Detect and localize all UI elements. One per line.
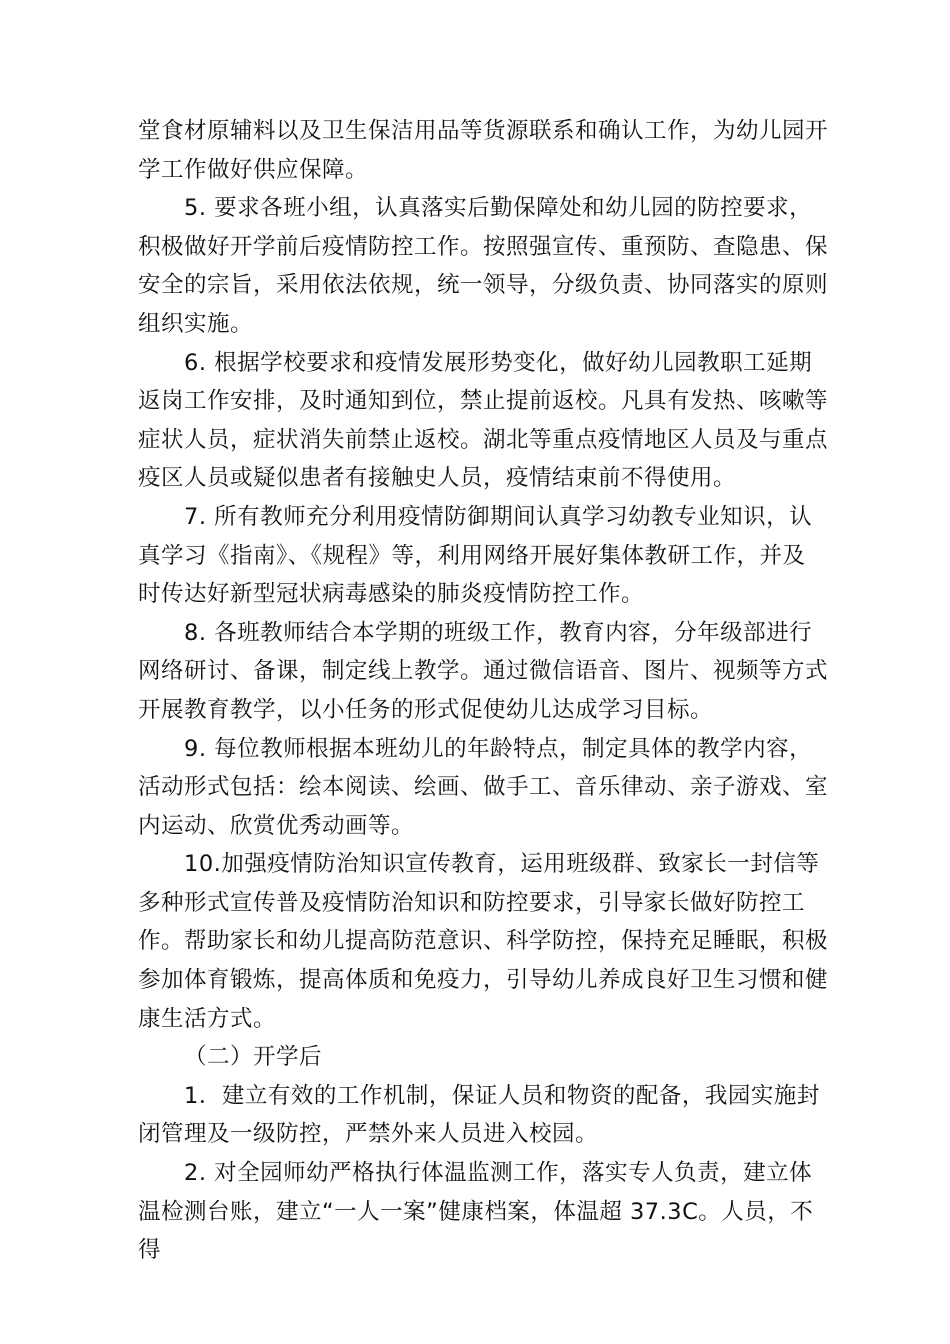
- section-heading-after-school-opens: （二）开学后: [184, 1044, 323, 1071]
- paragraph-after-item-1: 1．建立有效的工作机制，保证人员和物资的配备，我园实施封闭管理及一级防控，严禁外来人员进入校园。: [138, 1082, 820, 1148]
- paragraph-item-6: 6. 根据学校要求和疫情发展形势变化，做好幼儿园教职工延期返岗工作安排，及时通知到位，禁止提前返校。凡具有发热、咳嗽等症状人员，症状消失前禁止返校。湖北等重点疫情地区人员及与重点疫区人员或疑似患者有接触史人员，疫情结束前不得使用。: [138, 349, 829, 492]
- paragraph-item-9: 9. 每位教师根据本班幼儿的年龄特点，制定具体的教学内容，活动形式包括：绘本阅读、绘画、做手工、音乐律动、亲子游戏、室内运动、欣赏优秀动画等。: [138, 735, 829, 839]
- paragraph-item-10: 10.加强疫情防治知识宣传教育，运用班级群、致家长一封信等多种形式宣传普及疫情防治知识和防控要求，引导家长做好防控工作。帮助家长和幼儿提高防范意识、科学防控，保持充足睡眠，积极参加体育锻炼，提高体质和免疫力，引导幼儿养成良好卫生习惯和健康生活方式。: [138, 851, 829, 1032]
- paragraph-item-8: 8. 各班教师结合本学期的班级工作，教育内容，分年级部进行网络研讨、备课，制定线上教学。通过微信语音、图片、视频等方式开展教育教学，以小任务的形式促使幼儿达成学习目标。: [138, 619, 829, 723]
- paragraph-after-item-2: 2. 对全园师幼严格执行体温监测工作，落实专人负责，建立体温检测台账，建立“一人一案”健康档案，体温超 37.3C。人员，不得: [138, 1160, 814, 1264]
- paragraph-item-7: 7. 所有教师充分利用疫情防御期间认真学习幼教专业知识，认真学习《指南》、《规程》等，利用网络开展好集体教研工作，并及时传达好新型冠状病毒感染的肺炎疫情防控工作。: [138, 503, 813, 608]
- paragraph-item-5: 5. 要求各班小组，认真落实后勤保障处和幼儿园的防控要求，积极做好开学前后疫情防控工作。按照强宣传、重预防、查隐患、保安全的宗旨，采用依法依规，统一领导，分级负责、协同落实的原则组织实施。: [138, 195, 829, 337]
- paragraph-continuation: 堂食材原辅料以及卫生保洁用品等货源联系和确认工作，为幼儿园开学工作做好供应保障。: [138, 118, 829, 183]
- document-body: [138, 112, 828, 1270]
